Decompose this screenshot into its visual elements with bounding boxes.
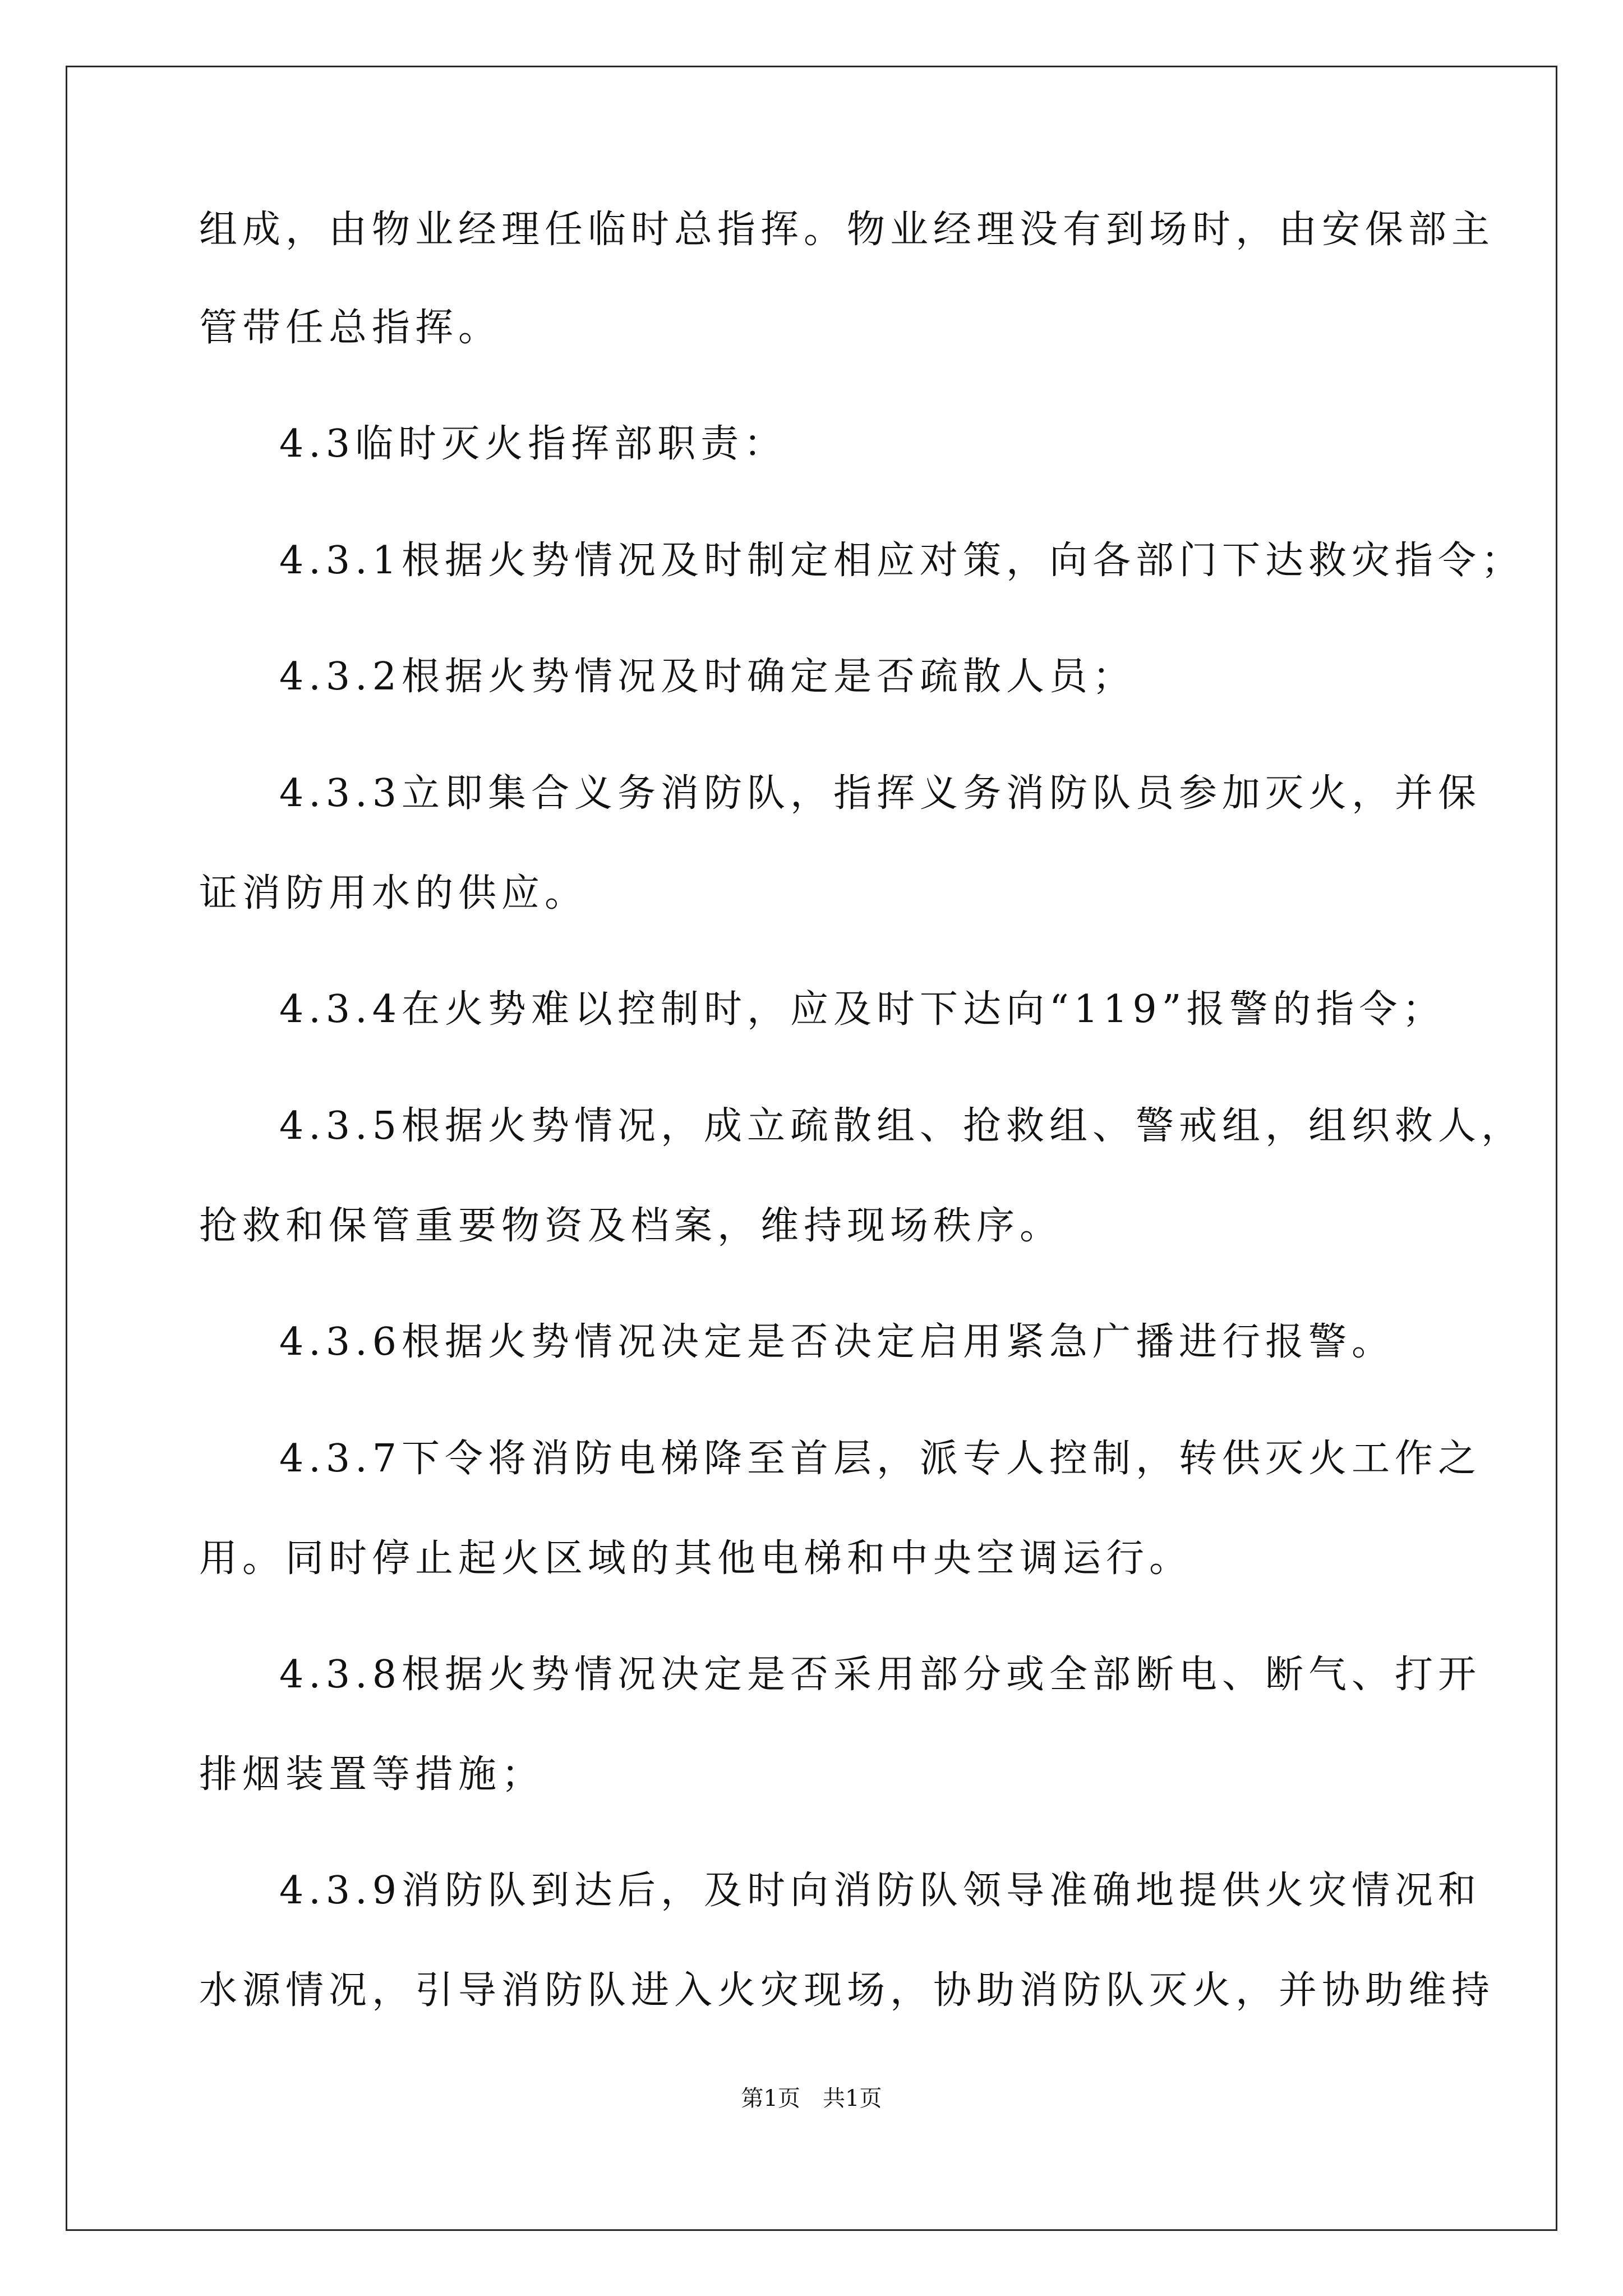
text-line: 水源情况，引导消防队进入火灾现场，协助消防队灭火，并协助维持: [199, 1968, 1495, 2013]
text-line: 4.3.3立即集合义务消防队，指挥义务消防队员参加灭火，并保: [279, 771, 1482, 816]
text-line: 4.3.6根据火势情况决定是否决定启用紧急广播进行报警。: [279, 1320, 1395, 1364]
text-line: 组成，由物业经理任临时总指挥。物业经理没有到场时，由安保部主: [199, 208, 1495, 252]
text-line: 排烟装置等措施；: [199, 1752, 545, 1797]
text-line: 4.3.5根据火势情况，成立疏散组、抢救组、警戒组，组织救人，: [279, 1104, 1525, 1148]
section-heading: 4.3临时灭火指挥部职责：: [279, 422, 787, 466]
text-line: 4.3.8根据火势情况决定是否采用部分或全部断电、断气、打开: [279, 1653, 1482, 1697]
text-line: 4.3.4在火势难以控制时，应及时下达向“119”报警的指令；: [279, 987, 1446, 1032]
text-line: 4.3.9消防队到达后，及时向消防队领导准确地提供火灾情况和: [279, 1869, 1482, 1913]
text-line: 4.3.2根据火势情况及时确定是否疏散人员；: [279, 655, 1136, 699]
text-line: 4.3.1根据火势情况及时制定相应对策，向各部门下达救灾指令；: [279, 539, 1525, 583]
page-number-total: 共1页: [823, 2086, 882, 2111]
page-footer: [0, 2085, 1623, 2113]
text-line: 抢救和保管重要物资及档案，维持现场秩序。: [199, 1204, 1063, 1248]
page-number-current: 第1页: [741, 2086, 800, 2111]
text-line: 管带任总指挥。: [199, 306, 502, 350]
text-line: 4.3.7下令将消防电梯降至首层，派专人控制，转供灭火工作之: [279, 1437, 1482, 1481]
text-line: 用。同时停止起火区域的其他电梯和中央空调运行。: [199, 1536, 1193, 1581]
text-line: 证消防用水的供应。: [199, 871, 588, 915]
